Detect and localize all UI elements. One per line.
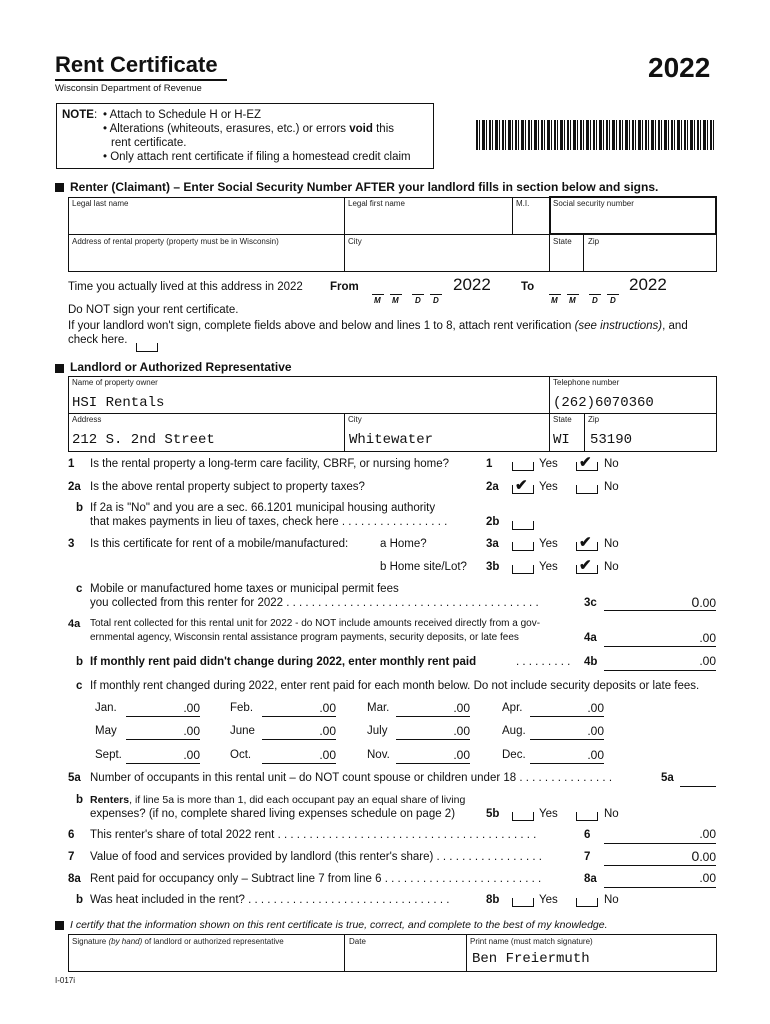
line-ref: 8a xyxy=(584,873,597,885)
title-underline xyxy=(55,79,227,81)
month-field[interactable] xyxy=(262,716,336,717)
month-label: May xyxy=(95,725,117,737)
line-ref: 3c xyxy=(584,597,597,609)
checkmark-icon: ✔ xyxy=(579,454,592,471)
to-label: To xyxy=(521,281,535,293)
month-label: June xyxy=(230,725,255,737)
line-6-text: This renter's share of total 2022 rent . . . . . . . . . . . . . . . . . . . . . . . . . . . . . . . . . . . . . . . . . xyxy=(90,829,537,841)
form-code: I-017i xyxy=(55,976,76,985)
from-month-field[interactable] xyxy=(372,294,384,295)
rule xyxy=(68,451,717,452)
month-value: .00 xyxy=(183,701,200,715)
to-year: 2022 xyxy=(629,275,667,294)
landlord-state-field[interactable]: WI xyxy=(553,432,570,448)
note-bullet-2-cont: rent certificate. xyxy=(111,137,187,149)
line-ref: 2b xyxy=(486,516,500,528)
line-number: b xyxy=(76,794,84,806)
month-label: Nov. xyxy=(367,749,390,761)
legal-first-name-label: Legal first name xyxy=(348,199,405,208)
line-3-text: Is this certificate for rent of a mobile/manufactured: xyxy=(90,538,349,550)
renter-heading: Renter (Claimant) – Enter Social Security Number AFTER your landlord fills in section below and signs. xyxy=(70,180,659,194)
month-label: Oct. xyxy=(230,749,252,761)
month-field[interactable] xyxy=(126,763,200,764)
line-2a-text: Is the above rental property subject to property taxes? xyxy=(90,481,365,493)
line-8b-no-checkbox[interactable] xyxy=(576,898,598,907)
line-5b-text: expenses? (if no, complete shared living expenses schedule on page 2) xyxy=(90,808,456,820)
line-4a-text: Total rent collected for this rental unit for 2022 - do NOT include amounts received directly from a gov- xyxy=(90,618,541,629)
landlord-city-field[interactable]: Whitewater xyxy=(349,432,434,448)
month-label: Feb. xyxy=(230,702,254,714)
month-value: .00 xyxy=(319,724,336,738)
line-4a-text: ernmental agency, Wisconsin rental assistance program payments, security deposits, or late fees xyxy=(90,632,519,643)
rule xyxy=(68,413,717,414)
line-7-text: Value of food and services provided by landlord (this renter's share) . . . . . . . . . . . . . . . . . xyxy=(90,851,542,863)
month-value: .00 xyxy=(453,748,470,762)
department-name: Wisconsin Department of Revenue xyxy=(55,83,202,94)
no-label: No xyxy=(604,538,619,550)
month-value: .00 xyxy=(453,701,470,715)
month-field[interactable] xyxy=(530,716,604,717)
date-format-label: M xyxy=(374,296,381,305)
line-number: 6 xyxy=(68,829,75,841)
line-8b-text: Was heat included in the rent? . . . . . . . . . . . . . . . . . . . . . . . . . . . . . . . . xyxy=(90,894,450,906)
rental-address-label: Address of rental property (property must be in Wisconsin) xyxy=(72,237,279,246)
month-field[interactable] xyxy=(396,763,470,764)
landlord-state-label: State xyxy=(553,415,572,424)
from-day-field[interactable] xyxy=(412,294,424,295)
line-ref: 6 xyxy=(584,829,591,841)
checkmark-icon: ✔ xyxy=(579,557,592,574)
line-8a-text: Rent paid for occupancy only – Subtract line 7 from line 6 . . . . . . . . . . . . . . . . . . . . . . . . . xyxy=(90,873,542,885)
line-4a-field[interactable] xyxy=(604,646,716,647)
month-value: .00 xyxy=(183,748,200,762)
rule xyxy=(549,376,550,451)
month-label: Apr. xyxy=(502,702,523,714)
note-bullet-2: • Alterations (whiteouts, erasures, etc.) or errors void this xyxy=(103,123,394,135)
line-number: 1 xyxy=(68,458,75,470)
month-value: .00 xyxy=(587,748,604,762)
month-field[interactable] xyxy=(396,716,470,717)
signature-label: Signature (by hand) of landlord or authorized representative xyxy=(72,937,284,946)
month-value: .00 xyxy=(183,724,200,738)
rule xyxy=(68,376,69,451)
no-label: No xyxy=(604,894,619,906)
line-ref: 8b xyxy=(486,894,500,906)
owner-name-field[interactable]: HSI Rentals xyxy=(72,395,165,411)
line-ref: 1 xyxy=(486,458,493,470)
no-label: No xyxy=(604,808,619,820)
month-field[interactable] xyxy=(530,739,604,740)
line-6-value: .00 xyxy=(699,827,716,841)
date-format-label: D xyxy=(433,296,439,305)
note-bullet-3: • Only attach rent certificate if filing a homestead credit claim xyxy=(103,151,411,163)
to-day-field[interactable] xyxy=(607,294,619,295)
no-label: No xyxy=(604,561,619,573)
rule xyxy=(512,197,513,234)
line-3c-text: you collected from this renter for 2022 . . . . . . . . . . . . . . . . . . . . . . . . . . . . . . . . . . . . . . . . xyxy=(90,597,539,609)
line-1-yes-checkbox[interactable] xyxy=(512,462,534,471)
landlord-address-label: Address xyxy=(72,415,102,424)
line-6-field[interactable] xyxy=(604,843,716,844)
certify-text: I certify that the information shown on this rent certificate is true, correct, and complete to the best of my knowledge. xyxy=(70,919,608,931)
telephone-field[interactable]: (262)6070360 xyxy=(553,395,654,411)
print-name-label: Print name (must match signature) xyxy=(470,937,593,946)
rule xyxy=(68,271,717,272)
line-5b-no-checkbox[interactable] xyxy=(576,812,598,821)
line-5b-text: Renters, if line 5a is more than 1, did each occupant pay an equal share of living xyxy=(90,794,466,806)
line-ref: 4b xyxy=(584,656,598,668)
line-2b-text: If 2a is "No" and you are a sec. 66.1201 municipal housing authority xyxy=(90,502,436,514)
from-day-field[interactable] xyxy=(430,294,442,295)
line-2a-no-checkbox[interactable] xyxy=(576,485,598,494)
note-bullet-1: • Attach to Schedule H or H-EZ xyxy=(103,109,262,121)
no-label: No xyxy=(604,458,619,470)
month-field[interactable] xyxy=(262,763,336,764)
line-ref: 3a xyxy=(486,538,499,550)
date-format-label: M xyxy=(551,296,558,305)
line-4b-text: If monthly rent paid didn't change during 2022, enter monthly rent paid xyxy=(90,656,477,668)
dot-leader: . . . . . . . . . xyxy=(516,656,571,668)
line-7-field[interactable] xyxy=(604,865,716,866)
legal-last-name-label: Legal last name xyxy=(72,199,129,208)
yes-label: Yes xyxy=(539,561,558,573)
from-label: From xyxy=(330,281,359,293)
line-4c-text: If monthly rent changed during 2022, enter rent paid for each month below. Do not include security deposits or late fees. xyxy=(90,680,700,692)
note-label: NOTE: xyxy=(62,109,98,121)
checkmark-icon: ✔ xyxy=(515,477,528,494)
yes-label: Yes xyxy=(539,538,558,550)
month-label: Aug. xyxy=(502,725,526,737)
line-4a-value: .00 xyxy=(699,631,716,645)
line-7-value: 0.00 xyxy=(691,848,716,864)
month-label: Mar. xyxy=(367,702,390,714)
rule xyxy=(344,413,345,451)
line-ref: 3b xyxy=(486,561,500,573)
do-not-sign-text: Do NOT sign your rent certificate. xyxy=(68,304,239,316)
line-2b-checkbox[interactable] xyxy=(512,521,534,530)
signature-field[interactable] xyxy=(70,948,342,970)
barcode xyxy=(476,120,716,150)
line-number: 4a xyxy=(68,618,81,630)
landlord-wont-sign-text: If your landlord won't sign, complete fields above and below and lines 1 to 8, attach rent verification (see instructions), and xyxy=(68,320,688,332)
date-format-label: D xyxy=(415,296,421,305)
line-3b-yes-checkbox[interactable] xyxy=(512,565,534,574)
checkmark-icon: ✔ xyxy=(579,534,592,551)
line-5b-yes-checkbox[interactable] xyxy=(512,812,534,821)
mi-label: M.I. xyxy=(516,199,530,208)
rule xyxy=(344,934,345,972)
rule xyxy=(466,934,467,972)
section-marker xyxy=(55,183,64,192)
landlord-zip-label: Zip xyxy=(588,415,600,424)
month-field[interactable] xyxy=(126,716,200,717)
line-3a-yes-checkbox[interactable] xyxy=(512,542,534,551)
telephone-label: Telephone number xyxy=(553,378,620,387)
month-value: .00 xyxy=(587,701,604,715)
month-value: .00 xyxy=(319,701,336,715)
landlord-heading: Landlord or Authorized Representative xyxy=(70,360,292,374)
rule xyxy=(583,234,584,271)
month-label: Dec. xyxy=(502,749,526,761)
date-field[interactable] xyxy=(346,948,464,970)
line-8a-field[interactable] xyxy=(604,887,716,888)
check-here-text: check here. xyxy=(68,334,128,346)
line-number: b xyxy=(76,656,84,668)
line-3b-label: b Home site/Lot? xyxy=(380,561,467,573)
line-4b-value: .00 xyxy=(699,654,716,668)
line-number: c xyxy=(76,680,83,692)
from-year: 2022 xyxy=(453,275,491,294)
form-year: 2022 xyxy=(648,52,711,83)
line-number: 2a xyxy=(68,481,81,493)
yes-label: Yes xyxy=(539,808,558,820)
line-ref: 2a xyxy=(486,481,499,493)
to-month-field[interactable] xyxy=(549,294,561,295)
month-value: .00 xyxy=(319,748,336,762)
line-3c-field[interactable] xyxy=(604,610,716,611)
to-day-field[interactable] xyxy=(589,294,601,295)
line-1-text: Is the rental property a long-term care facility, CBRF, or nursing home? xyxy=(90,458,449,470)
date-format-label: M xyxy=(569,296,576,305)
line-3c-text: Mobile or manufactured home taxes or municipal permit fees xyxy=(90,583,399,595)
section-marker xyxy=(55,364,64,373)
section-marker xyxy=(55,921,64,930)
rule xyxy=(68,376,717,377)
month-value: .00 xyxy=(453,724,470,738)
line-number: c xyxy=(76,583,83,595)
line-3a-label: a Home? xyxy=(380,538,427,550)
ssn-label: Social security number xyxy=(553,199,634,208)
renter-state-label: State xyxy=(553,237,572,246)
month-field[interactable] xyxy=(126,739,200,740)
line-2b-text: that makes payments in lieu of taxes, check here . . . . . . . . . . . . . . . . . xyxy=(90,516,448,528)
month-label: July xyxy=(367,725,388,737)
line-ref: 5b xyxy=(486,808,500,820)
month-value: .00 xyxy=(587,724,604,738)
line-number: 8a xyxy=(68,873,81,885)
line-ref: 4a xyxy=(584,632,597,644)
time-lived-text: Time you actually lived at this address in 2022 xyxy=(68,281,303,293)
rule xyxy=(584,413,585,451)
month-label: Jan. xyxy=(95,702,117,714)
line-8a-value: .00 xyxy=(699,871,716,885)
line-3c-value: 0.00 xyxy=(691,594,716,610)
yes-label: Yes xyxy=(539,481,558,493)
line-5a-text: Number of occupants in this rental unit – do NOT count spouse or children under 18 . . . . . . . . . . . . . . . xyxy=(90,772,613,784)
date-format-label: M xyxy=(392,296,399,305)
line-number: 3 xyxy=(68,538,75,550)
from-month-field[interactable] xyxy=(390,294,402,295)
date-format-label: D xyxy=(610,296,616,305)
landlord-zip-field[interactable]: 53190 xyxy=(590,432,633,448)
line-ref: 7 xyxy=(584,851,591,863)
renter-zip-label: Zip xyxy=(588,237,600,246)
rule xyxy=(716,376,717,451)
month-field[interactable] xyxy=(262,739,336,740)
to-month-field[interactable] xyxy=(567,294,579,295)
line-8b-yes-checkbox[interactable] xyxy=(512,898,534,907)
form-title: Rent Certificate xyxy=(55,52,218,77)
print-name-field[interactable]: Ben Freiermuth xyxy=(472,951,590,967)
yes-label: Yes xyxy=(539,458,558,470)
date-label: Date xyxy=(349,937,366,946)
owner-name-label: Name of property owner xyxy=(72,378,158,387)
landlord-address-field[interactable]: 212 S. 2nd Street xyxy=(72,432,215,448)
yes-label: Yes xyxy=(539,894,558,906)
date-format-label: D xyxy=(592,296,598,305)
line-number: 5a xyxy=(68,772,81,784)
line-number: b xyxy=(76,502,84,514)
renter-city-label: City xyxy=(348,237,362,246)
line-number: b xyxy=(76,894,84,906)
month-field[interactable] xyxy=(530,763,604,764)
no-label: No xyxy=(604,481,619,493)
line-number: 7 xyxy=(68,851,75,863)
month-label: Sept. xyxy=(95,749,122,761)
line-5a-field[interactable] xyxy=(680,786,716,787)
rule xyxy=(716,234,717,271)
line-ref: 5a xyxy=(661,772,674,784)
landlord-wont-sign-checkbox[interactable] xyxy=(136,343,158,352)
line-4b-field[interactable] xyxy=(604,670,716,671)
landlord-city-label: City xyxy=(348,415,362,424)
month-field[interactable] xyxy=(396,739,470,740)
